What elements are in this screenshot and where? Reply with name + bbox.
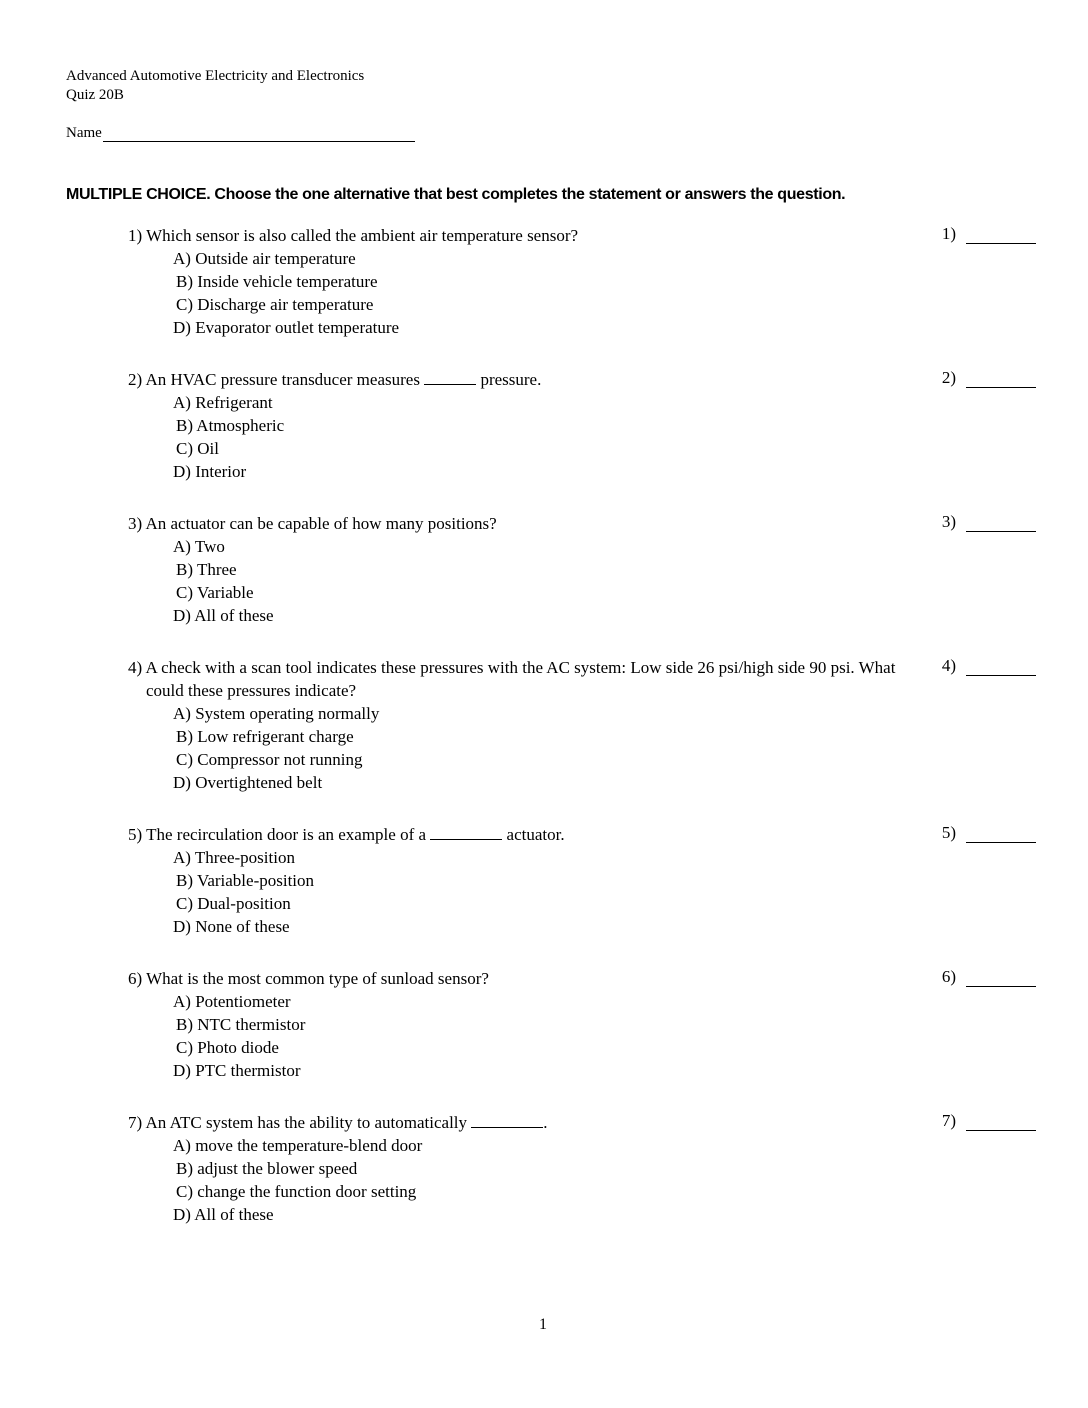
- option-a[interactable]: A) Two: [173, 537, 225, 556]
- answer-label: 1): [941, 224, 956, 243]
- answer-field: [928, 512, 1036, 532]
- name-blank-line[interactable]: [103, 125, 415, 142]
- option-a[interactable]: A) Refrigerant: [173, 393, 273, 412]
- answer-field: [928, 1111, 1036, 1131]
- option-b[interactable]: B) Inside vehicle temperature: [176, 272, 378, 291]
- answer-blank[interactable]: [966, 373, 1036, 388]
- answer-blank[interactable]: [966, 1116, 1036, 1131]
- fill-in-blank: [430, 825, 502, 840]
- answer-blank[interactable]: [966, 972, 1036, 987]
- question-text: 4) A check with a scan tool indicates these pressures with the AC system: Low side 26 psi/high side 90 psi. What could these pressures indicate?: [128, 658, 896, 700]
- question-1: [128, 224, 1068, 339]
- option-c[interactable]: C) Dual-position: [176, 894, 291, 913]
- name-field-row: [66, 125, 415, 142]
- option-c[interactable]: C) Discharge air temperature: [176, 295, 374, 314]
- option-a[interactable]: A) System operating normally: [173, 704, 380, 723]
- option-b[interactable]: B) NTC thermistor: [176, 1015, 306, 1034]
- question-text: 7) An ATC system has the ability to automatically .: [128, 1113, 548, 1132]
- option-a[interactable]: A) move the temperature-blend door: [173, 1136, 423, 1155]
- answer-blank[interactable]: [966, 828, 1036, 843]
- answer-blank[interactable]: [966, 517, 1036, 532]
- option-b[interactable]: B) Variable-position: [176, 871, 315, 890]
- option-d[interactable]: D) PTC thermistor: [173, 1061, 301, 1080]
- question-3: [128, 512, 1068, 627]
- option-b[interactable]: B) adjust the blower speed: [176, 1159, 358, 1178]
- option-d[interactable]: D) All of these: [173, 1205, 274, 1224]
- question-7: [128, 1111, 1068, 1226]
- answer-label: 6): [941, 967, 956, 986]
- option-d[interactable]: D) Overtightened belt: [173, 773, 323, 792]
- option-a[interactable]: A) Potentiometer: [173, 992, 291, 1011]
- question-2: [128, 368, 1068, 483]
- question-text: 6) What is the most common type of sunload sensor?: [128, 969, 489, 988]
- option-c[interactable]: C) Photo diode: [176, 1038, 279, 1057]
- option-c[interactable]: C) change the function door setting: [176, 1182, 417, 1201]
- answer-field: [928, 224, 1036, 244]
- question-6: [128, 967, 1068, 1082]
- answer-label: 7): [941, 1111, 956, 1130]
- option-d[interactable]: D) Evaporator outlet temperature: [173, 318, 400, 337]
- option-c[interactable]: C) Oil: [176, 439, 219, 458]
- option-a[interactable]: A) Three-position: [173, 848, 295, 867]
- answer-label: 3): [941, 512, 956, 531]
- answer-label: 4): [941, 656, 956, 675]
- question-text: 5) The recirculation door is an example of a actuator.: [128, 825, 565, 844]
- option-d[interactable]: D) None of these: [173, 917, 290, 936]
- page-number: 1: [539, 1316, 547, 1333]
- course-title: Advanced Automotive Electricity and Electronics: [66, 68, 365, 84]
- option-b[interactable]: B) Low refrigerant charge: [176, 727, 354, 746]
- question-5: [128, 823, 1068, 938]
- question-4: [128, 656, 1068, 794]
- question-text: 2) An HVAC pressure transducer measures pressure.: [128, 370, 542, 389]
- fill-in-blank: [424, 370, 476, 385]
- answer-label: 2): [941, 368, 956, 387]
- answer-field: [928, 656, 1036, 676]
- answer-field: [928, 368, 1036, 388]
- answer-label: 5): [941, 823, 956, 842]
- answer-blank[interactable]: [966, 229, 1036, 244]
- question-text: 1) Which sensor is also called the ambient air temperature sensor?: [128, 226, 579, 245]
- name-label: Name: [66, 125, 102, 141]
- question-text: 3) An actuator can be capable of how many positions?: [128, 514, 497, 533]
- answer-blank[interactable]: [966, 661, 1036, 676]
- option-c[interactable]: C) Variable: [176, 583, 254, 602]
- fill-in-blank: [471, 1113, 543, 1128]
- option-d[interactable]: D) Interior: [173, 462, 247, 481]
- answer-field: [928, 967, 1036, 987]
- option-a[interactable]: A) Outside air temperature: [173, 249, 356, 268]
- answer-field: [928, 823, 1036, 843]
- option-b[interactable]: B) Three: [176, 560, 237, 579]
- option-d[interactable]: D) All of these: [173, 606, 274, 625]
- quiz-label: Quiz 20B: [66, 87, 124, 103]
- option-b[interactable]: B) Atmospheric: [176, 416, 285, 435]
- instructions-heading: MULTIPLE CHOICE. Choose the one alternative that best completes the statement or answers the question.: [66, 186, 846, 203]
- option-c[interactable]: C) Compressor not running: [176, 750, 363, 769]
